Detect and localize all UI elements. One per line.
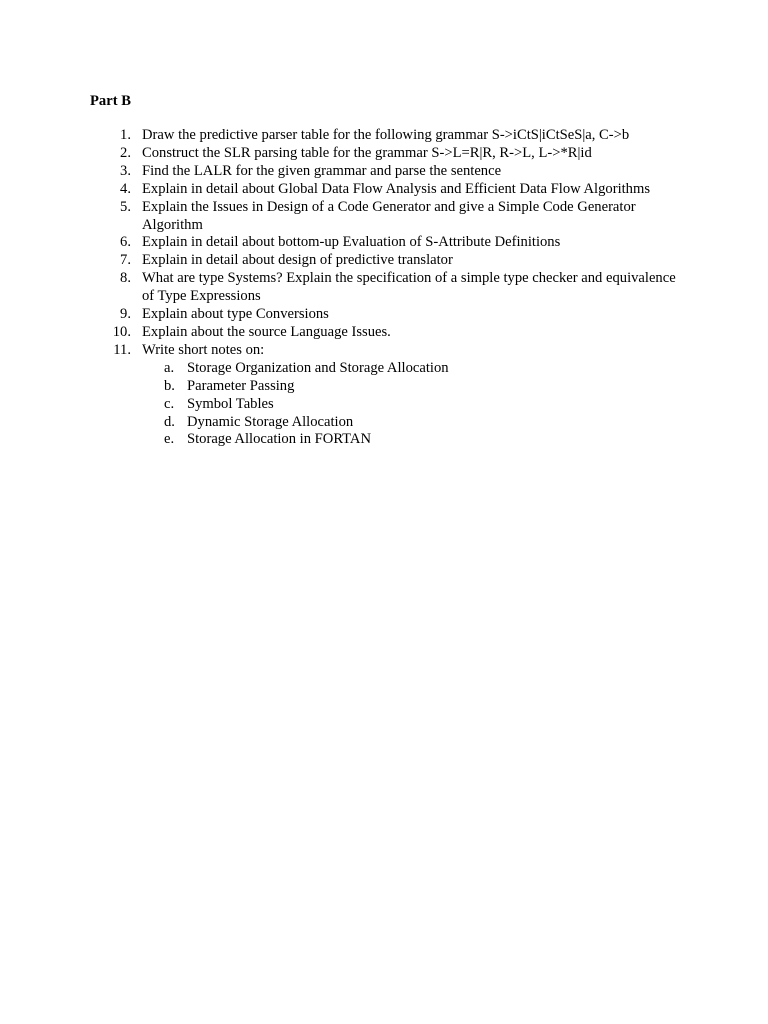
question-item — [90, 145, 690, 163]
sub-item-text: Storage Organization and Storage Allocation — [187, 359, 449, 376]
question-text: What are type Systems? Explain the specification of a simple type checker and equivalence of Type Expressions — [142, 270, 676, 305]
question-item — [90, 270, 690, 306]
question-text: Explain the Issues in Design of a Code Generator and give a Simple Code Generator Algorithm — [142, 198, 636, 233]
question-number: 6. — [120, 234, 131, 251]
question-number: 1. — [120, 127, 131, 143]
question-text: Explain about the source Language Issues. — [142, 323, 391, 340]
question-list — [90, 127, 690, 449]
sub-item — [142, 396, 690, 414]
question-item — [90, 306, 690, 324]
question-number: 10. — [112, 323, 131, 340]
question-item — [90, 252, 690, 270]
question-item — [90, 234, 690, 252]
question-number: 4. — [120, 180, 131, 197]
question-number: 3. — [120, 162, 131, 179]
sub-item — [142, 431, 690, 449]
question-text: Construct the SLR parsing table for the grammar S->L=R|R, R->L, L->*R|id — [142, 144, 592, 161]
sub-item — [142, 414, 690, 432]
sub-item-label: d. — [164, 413, 175, 430]
question-number: 2. — [120, 144, 131, 161]
sub-item-label: a. — [164, 359, 175, 376]
question-text: Draw the predictive parser table for the following grammar S->iCtS|iCtSeS|a, C->b — [142, 127, 630, 143]
sub-item-text: Dynamic Storage Allocation — [187, 413, 354, 430]
question-text: Write short notes on: — [142, 341, 265, 358]
sub-item-text: Storage Allocation in FORTAN — [187, 431, 372, 448]
question-number: 11. — [113, 341, 131, 358]
question-text: Explain in detail about Global Data Flow Analysis and Efficient Data Flow Algorithms — [142, 180, 651, 197]
question-item — [90, 163, 690, 181]
sub-item-text: Symbol Tables — [187, 395, 274, 412]
question-text: Explain in detail about design of predictive translator — [142, 252, 453, 269]
sub-item — [142, 378, 690, 396]
sub-item-label: e. — [164, 431, 175, 448]
question-number: 9. — [120, 306, 131, 323]
sub-item-label: c. — [164, 395, 175, 412]
question-item — [90, 324, 690, 342]
sub-item — [142, 360, 690, 378]
sub-item-label: b. — [164, 377, 175, 394]
question-item — [90, 181, 690, 199]
question-text: Find the LALR for the given grammar and parse the sentence — [142, 162, 502, 179]
question-text: Explain about type Conversions — [142, 306, 329, 323]
question-text: Explain in detail about bottom-up Evaluation of S-Attribute Definitions — [142, 234, 561, 251]
question-item — [90, 127, 690, 145]
sub-list — [142, 360, 690, 450]
question-number: 5. — [120, 198, 131, 215]
question-number: 7. — [120, 252, 131, 269]
section-heading: Part B — [90, 93, 131, 109]
sub-item-text: Parameter Passing — [187, 377, 295, 394]
question-item — [90, 342, 690, 449]
question-item — [90, 199, 690, 235]
question-number: 8. — [120, 270, 131, 287]
